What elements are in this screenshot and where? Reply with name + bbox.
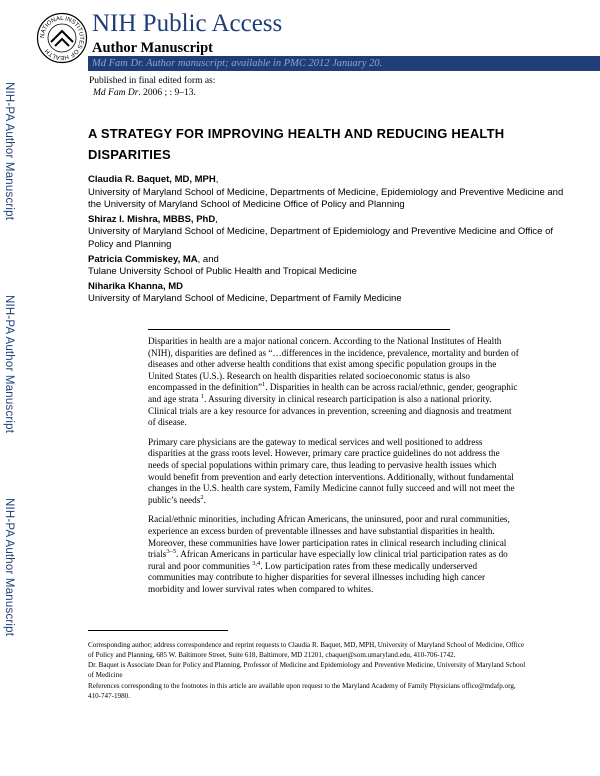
- author-affiliation: University of Maryland School of Medicine, Department of Epidemiology and Preventive Medicine and Office of Policy and Planning: [88, 226, 554, 250]
- paragraph-text: . Assuring diversity in clinical research participation is also a national priority. Clinical trials are a key resource for advances in prevention, screening and diagnosis and treatment of disease.: [148, 393, 512, 428]
- reference-marker: 1: [200, 392, 205, 400]
- paragraph-text: . Disparities in health can be across racial/ethnic, gender, geographic and age strata: [148, 382, 518, 404]
- paragraph-text: .: [203, 494, 206, 505]
- reference-marker: 1: [262, 381, 266, 389]
- publication-info: [89, 75, 215, 99]
- author-name: Claudia R. Baquet, MD, MPH: [88, 174, 216, 185]
- abstract: [148, 336, 520, 603]
- journal-name: Md Fam Dr: [93, 88, 139, 98]
- page-title: NIH Public Access: [92, 10, 283, 37]
- footnote-divider: [88, 630, 228, 631]
- reference-marker: 3,4: [252, 559, 261, 567]
- abstract-paragraph: [148, 514, 520, 595]
- author-name: Shiraz I. Mishra, MBBS, PhD: [88, 213, 216, 225]
- footnote: References corresponding to the footnotes in this article are available upon request to the Maryland Academy of Family Physicians office@mdafp.org, 410-747-1980.: [88, 681, 516, 700]
- author-entry: [88, 254, 568, 279]
- citation-bar: [88, 56, 600, 71]
- footnote: Corresponding author; address correspondence and reprint requests to Claudia R. Baquet, MD, MPH, University of Maryland School of Medicine, Office of Policy and Planning, 685 W. Baltimore Street, Suite 618, Baltimore, MD 21201, cbaquet@som.umaryland.edu, 410-706-1742.: [88, 641, 525, 659]
- reference-marker: 2: [200, 493, 204, 501]
- author-affiliation: University of Maryland School of Medicine, Department of Family Medicine: [88, 293, 402, 305]
- author-entry: [88, 214, 568, 252]
- reference-marker: 3–5: [166, 548, 177, 556]
- author-affiliation: Tulane University School of Public Health and Tropical Medicine: [88, 266, 357, 278]
- logo-text: NATIONAL INSTITUTES OF HEALTH: [39, 15, 85, 61]
- author-list: [88, 174, 568, 308]
- paragraph-text: Racial/ethnic minorities, including African Americans, the uninsured, poor and rural communities, experience an excess burden of preventable illnesses and have substantial disparities in health. Moreover, these communities have lower participation rates in clinical research including clinical trials: [148, 514, 510, 560]
- footnote: Dr. Baquet is Associate Dean for Policy and Planning, Professor of Medicine and Epidemiology and Preventive Medicine, University of Maryland School of Medicine: [88, 661, 526, 680]
- author-entry: [88, 281, 568, 306]
- sidebar-label: NIH-PA Author Manuscript: [3, 82, 15, 221]
- abstract-paragraph: [148, 336, 520, 429]
- abstract-divider: [148, 329, 450, 330]
- sidebar-label: NIH-PA Author Manuscript: [3, 498, 15, 637]
- author-entry: [88, 174, 568, 212]
- sidebar-watermark: [0, 72, 22, 722]
- published-line: Published in final edited form as:: [89, 76, 216, 86]
- article-title: A STRATEGY FOR IMPROVING HEALTH AND REDUCING HEALTH DISPARITIES: [88, 126, 505, 162]
- abstract-paragraph: [148, 437, 520, 507]
- sidebar-label: NIH-PA Author Manuscript: [3, 295, 15, 434]
- paragraph-text: Primary care physicians are the gateway to medical services and well positioned to address disparities at the grass roots level. However, primary care practice guidelines do not address the needs of special populations within primary care, thus leading to pervasive health issues which would benefit from prevention and early detection interventions. Additionally, without fundamental changes in the U.S. health care system, Family Medicine cannot fully succeed and will not meet the public’s needs: [148, 436, 515, 505]
- author-suffix: ,: [215, 174, 219, 185]
- author-affiliation: University of Maryland School of Medicine, Departments of Medicine, Epidemiology and Preventive Medicine and the University of Maryland School of Medicine Office of Policy and Planning: [88, 186, 564, 211]
- paragraph-text: Disparities in health are a major national concern. According to the National Institutes of Health (NIH), disparities are defined as “…differences in the incidence, prevalence, mortality and burden of diseases and other adverse health conditions that exist among specific population groups in the United States (U.S.). Research on health disparities related socioeconomic status is also encompassed in the definition”: [148, 336, 519, 393]
- author-suffix: ,: [215, 213, 218, 225]
- nih-seal-icon: [36, 12, 88, 64]
- paragraph-text: . African Americans in particular have especially low clinical trial participation rates as do rural and poor communities: [148, 549, 508, 571]
- citation-details: . 2006 ; : 9–13.: [138, 88, 196, 98]
- author-name: Patricia Commiskey, MA: [88, 253, 198, 265]
- citation-bar-text: Md Fam Dr. Author manuscript; available in PMC 2012 January 20.: [92, 58, 383, 69]
- publication-citation: [89, 87, 215, 99]
- author-suffix: , and: [197, 253, 219, 265]
- author-name: Niharika Khanna, MD: [88, 280, 184, 292]
- footnotes: [88, 641, 528, 702]
- page-subtitle: Author Manuscript: [92, 40, 213, 56]
- paragraph-text: . Low participation rates from these medically underserved communities may contribute to higher disparities for several illnesses including high cancer morbidity and lower survival rates when compared to whites.: [148, 560, 486, 594]
